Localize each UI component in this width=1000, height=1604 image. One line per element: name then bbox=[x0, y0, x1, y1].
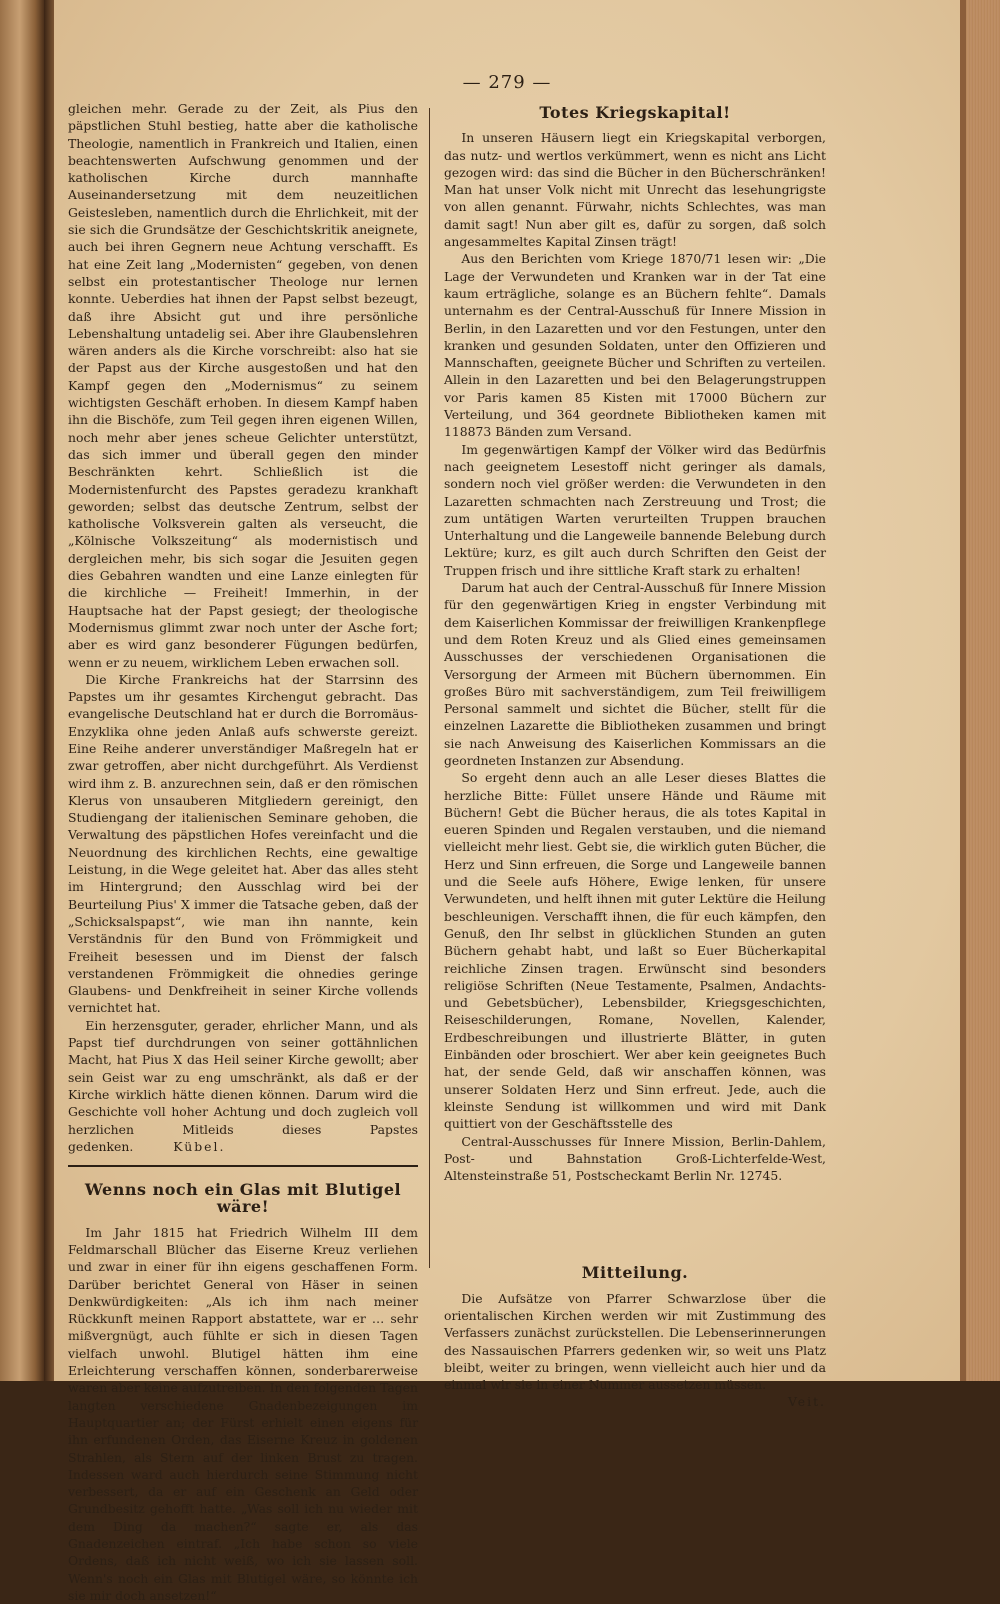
article-paragraph: Im gegenwärtigen Kampf der Völker wird das Bedürfnis nach geeignetem Lesestoff nicht geringer als damals, sondern noch viel größer werden: die Verwundeten in den Lazaretten schmachten nach Zerstreuung und Trost; die zum untätigen Warten verurteilten Truppen brauchen Unterhaltung und die Langeweile bannende Belebung durch Lektüre; kurz, es gilt auch durch Schriften den Geist der Truppen frisch und ihre sittliche Kraft stark zu erhalten! bbox=[444, 441, 826, 578]
previous-page-edge bbox=[0, 0, 44, 1381]
article-paragraph: Die Kirche Frankreichs hat der Starrsinn des Papstes um ihr gesamtes Kirchengut gebracht. Das evangelische Deutschland hat er durch die Borromäus-Enzyklika ohne jeden Anlaß aufs schwerste gereizt. Eine Reihe anderer unverständiger Maßregeln hat er zwar getroffen, aber nicht durchgeführt. Als Verdienst wird ihm z. B. anzurechnen sein, daß er den römischen Klerus von unsauberen Mitgliedern gereinigt, den Studiengang der italienischen Seminare gehoben, die Verwaltung des päpstlichen Hofes vereinfacht und die Neuordnung des kirchlichen Rechts, eine gewaltige Leistung, in die Wege geleitet hat. Aber das alles steht im Hintergrund; den Ausschlag wird bei der Beurteilung Pius' X immer die Tatsache geben, daß der „Schicksalspapst“, wie man ihn nannte, kein Verständnis für den Bund von Frömmigkeit und Freiheit besessen und im Dienst der falsch verstandenen Frömmigkeit die ohnedies geringe Glaubens- und Denkfreiheit in seiner Kirche vollends vernichtet hat. bbox=[68, 671, 418, 1016]
author-signature: Kübel. bbox=[173, 1138, 226, 1154]
article-paragraph: Darum hat auch der Central-Ausschuß für Innere Mission für den gegenwärtigen Krieg in engster Verbindung mit dem Kaiserlichen Kommissar der freiwilligen Krankenpflege und dem Roten Kreuz und als Glied eines gemeinsamen Ausschusses der verschiedenen Organisationen die Versorgung der Armeen mit Büchern übernommen. Ein großes Büro mit sachverständigem, zum Teil freiwilligem Personal sammelt und sichtet die Bücher, stellt für die einzelnen Lazarette die Bibliotheken zusammen und bringt sie nach Anweisung des Kaiserlichen Kommissars an die geordneten Instanzen zur Absendung. bbox=[444, 580, 826, 768]
article-paragraph: gleichen mehr. Gerade zu der Zeit, als Pius den päpstlichen Stuhl bestieg, hatte aber die katholische Theologie, namentlich in Frankreich und Italien, einen beachtenswerten Aufschwung genommen und der katholischen Kirche durch mannhafte Auseinandersetzung mit dem neuzeitlichen Geistesleben, namentlich durch die Ehrlichkeit, mit der sie sich die Grundsätze der Geschichtskritik aneignete, auch bei ihren Gegnern neue Achtung verschafft. Es hat eine Zeit lang „Modernisten“ gegeben, von denen selbst ein protestantischer Theologe nur lernen konnte. Ueberdies hat ihnen der Papst selbst bezeugt, daß ihre Absicht gut und ihre persönliche Lebenshaltung untadelig sei. Aber ihre Glaubenslehren wären anders als die Kirche vorschreibt: also hat sie der Papst aus der Kirche ausgestoßen und hat den Kampf gegen den „Modernismus“ zu seinem wichtigsten Geschäft erhoben. In diesem Kampf haben ihn die Bischöfe, zum Teil gegen ihren eigenen Willen, noch mehr aber jenes scheue Gelichter unterstützt, das sich immer und überall gegen den minder Beschränkten kehrt. Schließlich ist die Modernistenfurcht des Papstes geradezu krankhaft geworden; selbst das deutsche Zentrum, selbst der katholische Volksverein galten als verseucht, die „Kölnische Volkszeitung“ als modernistisch und dergleichen mehr, bis sich sogar die Jesuiten gegen dies Gebahren wandten und eine Lanze einlegten für die kirchliche — Freiheit! Immerhin, in der Hauptsache hat der Papst gesiegt; der theologische Modernismus glimmt zwar noch unter der Asche fort; aber es wird ganz besonderer Fügungen bedürfen, wenn er zu neuem, wirklichem Leben erwachen soll. bbox=[68, 101, 418, 670]
article-headline: Wenns noch ein Glas mit Blutigel wäre! bbox=[84, 1180, 402, 1217]
notice-paragraph: Die Aufsätze von Pfarrer Schwarzlose über die orientalischen Kirchen werden wir mit Zustimmung des Verfassers zunächst zurückstellen. Die Lebenserinnerungen des Nassauischen Pfarrers gedenken wir, so weit uns Platz bleibt, weiter zu bringen, wenn vielleicht auch hier und da einmal wir sie in einer Nummer aussetzen müssen. bbox=[444, 1290, 826, 1393]
book-gutter bbox=[44, 0, 54, 1381]
page-number: — 279 — bbox=[462, 72, 552, 93]
article-paragraph: Im Jahr 1815 hat Friedrich Wilhelm III dem Feldmarschall Blücher das Eiserne Kreuz verliehen und zwar in einer für ihn eigens geschaffenen Form. Darüber berichtet General von Häser in seinen Denkwürdigkeiten: „Als ich ihm nach meiner Rückkunft meinen Rapport abstattete, war er … sehr mißvergnügt, auch fühlte er sich in diesen Tagen vielfach unwohl. Blutigel hätten ihm eine Erleichterung verschaffen können, sonderbarerweise waren aber keine aufzutreiben. In den folgenden Tagen langten verschiedene Gnadenbezeigungen im Hauptquartier an; der Fürst erhielt einen eigens für ihn erfundenen Orden, das Eiserne Kreuz in goldenen Strahlen, als Stern auf der linken Brust zu tragen. Indessen ward auch hierdurch seine Stimmung nicht verbessert, da er auf ein Geschenk an Geld oder Grundbesitz gehofft hatte. „Was soll ich nu wieder mit dem Ding da machen?“ sagte er, als das Gnadenzeichen eintraf. „Ich habe schon so viele Ordens, daß ich nicht weiß, wo ich sie lassen soll. Wenn's noch ein Glas mit Blutigel wäre, so könnte ich sie mir doch ansetzen!“ bbox=[68, 1224, 418, 1603]
left-column bbox=[68, 100, 418, 1604]
article-paragraph: In unseren Häusern liegt ein Kriegskapital verborgen, das nutz- und wertlos verkümmert, wenn es nicht ans Licht gezogen wird: das sind die Bücher in den Bücherschränken! Man hat unser Volk nicht mit Unrecht das lesehungrigste von allen genannt. Fürwahr, nichts Schlechtes, was man damit sagt! Nun aber gilt es, dafür zu sorgen, daß solch angesammeltes Kapital Zinsen trägt! bbox=[444, 130, 826, 250]
column-divider bbox=[429, 108, 430, 1268]
address-paragraph: Central-Ausschusses für Innere Mission, Berlin-Dahlem, Post- und Bahnstation Groß-Lichterfelde-West, Altensteinstraße 51, Postscheckamt Berlin Nr. 12745. bbox=[444, 1133, 826, 1184]
section-rule bbox=[68, 1165, 418, 1167]
article-headline: Totes Kriegskapital! bbox=[539, 103, 731, 122]
right-column bbox=[444, 100, 826, 1411]
article-paragraph bbox=[68, 1017, 418, 1155]
page-279 bbox=[54, 0, 960, 1603]
notice-signature: Veit. bbox=[787, 1394, 826, 1410]
article-paragraph: So ergeht denn auch an alle Leser dieses Blattes die herzliche Bitte: Füllet unsere Hände und Räume mit Büchern! Gebt die Bücher heraus, die als totes Kapital in eueren Spinden und Regalen verstauben, und die niemand vielleicht mehr liest. Gebt sie, die wirklich guten Bücher, die Herz und Sinn erfreuen, die Sorge und Langeweile bannen und die Seele aufs Höhere, Ewige lenken, für unsere Verwundeten, und helft ihnen mit guter Lektüre die Heilung beschleunigen. Verschafft ihnen, die für euch kämpfen, den Genuß, den Ihr selbst in glücklichen Stunden an guten Büchern gehabt habt, und laßt so Euer Bücherkapital reichliche Zinsen tragen. Erwünscht sind besonders religiöse Schriften (Neue Testamente, Psalmen, Andachts- und Gebetsbücher), Lebensbilder, Kriegsgeschichten, Reiseschilderungen, Romane, Novellen, Kalender, Erdbeschreibungen und illustrierte Blätter, in guten Einbänden oder broschiert. Wer aber kein geeignetes Buch hat, der sende Geld, daß wir anschaffen können, was unserer Soldaten Herz und Sinn erfreut. Jede, auch die kleinste Sendung ist willkommen und wird mit Dank quittiert von der Geschäftsstelle des bbox=[444, 770, 826, 1132]
notice-headline: Mitteilung. bbox=[581, 1263, 689, 1283]
article-paragraph: Aus den Berichten vom Kriege 1870/71 lesen wir: „Die Lage der Verwundeten und Kranken war in der Tat eine kaum erträgliche, solange es an Büchern fehlte“. Damals unternahm es der Central-Ausschuß für Innere Mission in Berlin, in den Lazaretten und vor den Festungen, unter den kranken und gesunden Soldaten, unter den Offizieren und Mannschaften, geeignete Bücher und Schriften zu verteilen. Allein in den Lazaretten und bei den Belagerungstruppen vor Paris kamen 85 Kisten mit 17000 Büchern zur Verteilung, und 364 geordnete Bibliotheken kamen mit 118873 Bänden zum Versand. bbox=[444, 251, 826, 440]
book-page-edges bbox=[960, 0, 1000, 1381]
paragraph-text: Ein herzensguter, gerader, ehrlicher Mann, und als Papst tief durchdrungen von seiner gottähnlichen Macht, hat Pius X das Heil seiner Kirche gewollt; aber sein Geist war zu eng umschränkt, als daß er der Kirche wirklich hätte dienen können. Darum wird die Geschichte voll hoher Achtung und doch zugleich voll herzlichen Mitleids dieses Papstes gedenken. bbox=[68, 1017, 418, 1154]
